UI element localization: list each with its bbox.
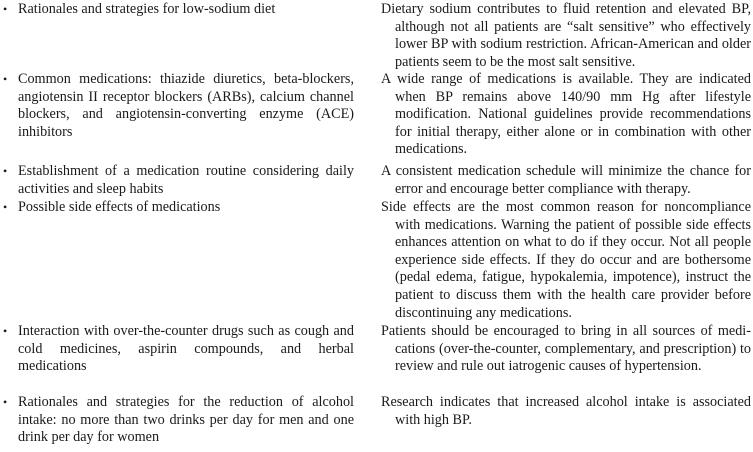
bullet: • bbox=[3, 2, 8, 16]
rationale-cell: A consistent medication schedule will minimize the chance for error and encourage better compliance with therapy. bbox=[381, 163, 751, 197]
bullet: • bbox=[3, 72, 8, 86]
rationale-cell: A wide range of medications is available. They are indicated when BP remains above 140/90 mm Hg after lifestyle modification. National guidelines provide recommendations for initial therapy, either alone or in combination with other medications. bbox=[381, 71, 751, 158]
topic-cell: Common medications: thiazide diuretics, beta-blockers, angiotensin II receptor blockers (ARBs), calcium channel blockers, and angiotensin-converting enzyme (ACE) inhibitors bbox=[18, 71, 354, 140]
topic-cell: Establishment of a medication routine considering daily activities and sleep habits bbox=[18, 163, 354, 197]
rationale-cell: Patients should be encouraged to bring in all sources of medications (over-the-counter, complementary, and prescription) to review and rule out iatrogenic causes of hypertension. bbox=[381, 323, 751, 375]
bullet: • bbox=[3, 164, 8, 178]
bullet: • bbox=[3, 324, 8, 338]
topic-cell: Rationales and strategies for low-sodium diet bbox=[18, 1, 276, 17]
topic-cell: Interaction with over-the-counter drugs such as cough and cold medicines, aspirin compounds, and herbal medications bbox=[18, 323, 354, 375]
rationale-cell: Side effects are the most common reason for noncompliance with medications. Warning the patient of possible side effects enhances attention on what to do if they occur. Not all people experience side effects. If they do occur and are bothersome (pedal edema, fatigue, hypokalemia, impotence), instruct the patient to discuss them with the health care provider before discontinuing any medications. bbox=[381, 199, 751, 321]
rationale-cell: Research indicates that increased alcohol intake is associated with high BP. bbox=[381, 394, 751, 428]
bullet: • bbox=[3, 395, 8, 409]
topic-cell: Possible side effects of medications bbox=[18, 199, 221, 215]
bullet: • bbox=[3, 200, 8, 214]
rationale-cell: Dietary sodium contributes to fluid retention and elevated BP, although not all patients are “salt sensitive” who effectively lower BP with sodium restriction. African-American and older patients seem to be the most salt sensitive. bbox=[381, 1, 751, 70]
topic-cell: Rationales and strategies for the reduction of alcohol intake: no more than two drinks per day for men and one drink per day for women bbox=[18, 394, 354, 446]
